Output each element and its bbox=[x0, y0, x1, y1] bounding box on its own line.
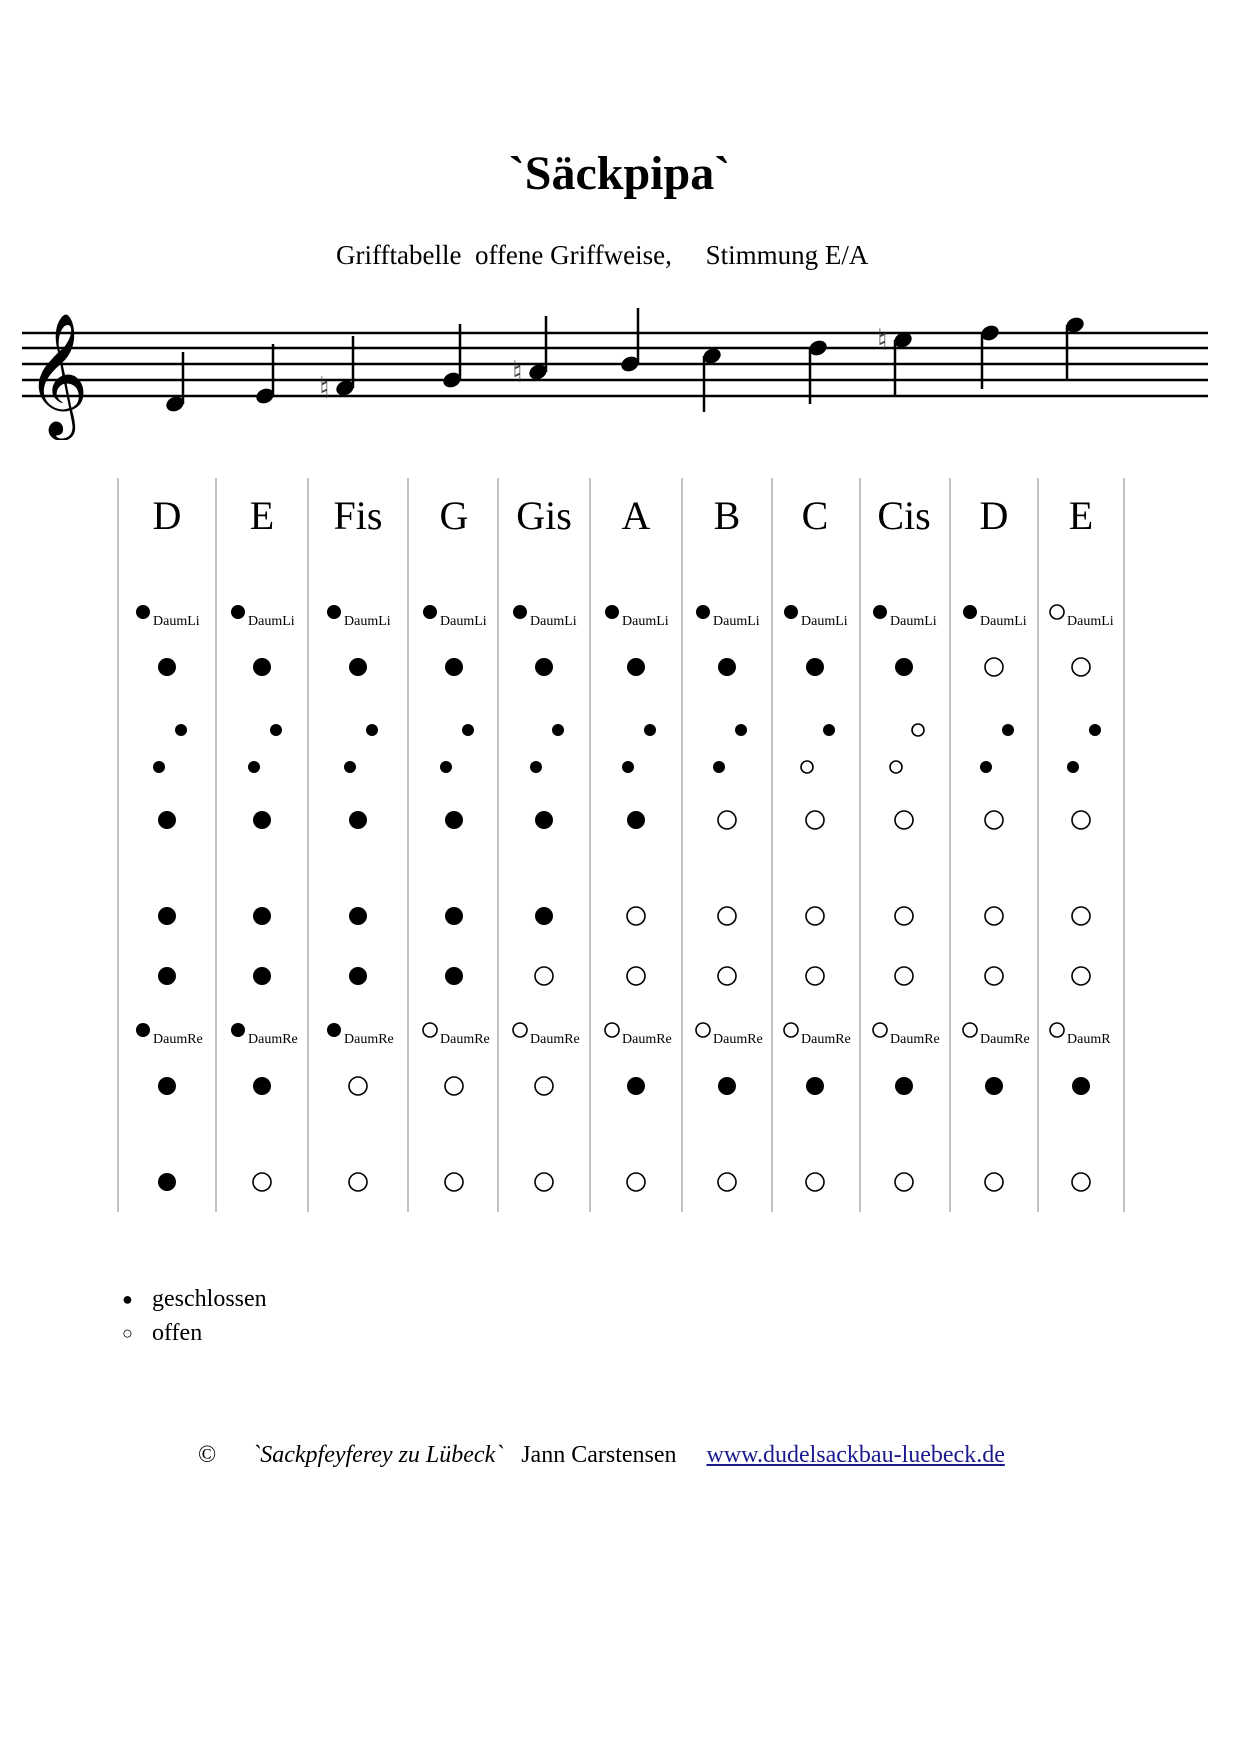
finger-hole bbox=[622, 761, 634, 773]
finger-hole bbox=[1072, 1173, 1090, 1191]
finger-hole bbox=[175, 724, 187, 736]
finger-hole bbox=[445, 907, 463, 925]
finger-hole bbox=[153, 761, 165, 773]
finger-hole bbox=[270, 724, 282, 736]
finger-hole bbox=[530, 761, 542, 773]
thumb-left-hole bbox=[513, 605, 527, 619]
finger-hole bbox=[912, 724, 924, 736]
finger-hole bbox=[627, 1173, 645, 1191]
finger-hole bbox=[823, 724, 835, 736]
treble-clef-icon: 𝄞 bbox=[26, 312, 89, 435]
finger-hole bbox=[890, 761, 902, 773]
sharp-icon: ♮ bbox=[877, 323, 888, 358]
finger-hole bbox=[445, 967, 463, 985]
copyright-icon: © bbox=[198, 1442, 217, 1468]
finger-hole bbox=[1072, 1077, 1090, 1095]
page-title: `Säckpipa` bbox=[508, 147, 731, 200]
thumb-left-label: DaumLi bbox=[980, 614, 1027, 629]
note-header: Gis bbox=[516, 493, 572, 538]
workshop-name: `Sackpfeyferey zu Lübeck` bbox=[252, 1442, 504, 1468]
finger-hole bbox=[735, 724, 747, 736]
author-name: Jann Carstensen bbox=[521, 1442, 677, 1468]
finger-hole bbox=[253, 1077, 271, 1095]
thumb-right-label: DaumRe bbox=[153, 1032, 203, 1047]
page-subtitle: Grifftabelle offene Griffweise, Stimmung E/A bbox=[336, 240, 869, 270]
finger-hole bbox=[718, 967, 736, 985]
finger-hole bbox=[253, 907, 271, 925]
thumb-right-hole bbox=[605, 1023, 619, 1037]
thumb-left-label: DaumLi bbox=[622, 614, 669, 629]
finger-hole bbox=[895, 967, 913, 985]
finger-hole bbox=[445, 811, 463, 829]
finger-hole bbox=[985, 1173, 1003, 1191]
finger-hole bbox=[253, 967, 271, 985]
open-hole-icon: ○ bbox=[122, 1322, 133, 1343]
finger-hole bbox=[895, 658, 913, 676]
thumb-left-hole bbox=[696, 605, 710, 619]
thumb-right-label: DaumRe bbox=[248, 1032, 298, 1047]
thumb-right-hole bbox=[696, 1023, 710, 1037]
website-link[interactable]: www.dudelsackbau-luebeck.de bbox=[706, 1442, 1005, 1468]
finger-hole bbox=[349, 907, 367, 925]
thumb-right-hole bbox=[1050, 1023, 1064, 1037]
thumb-left-hole bbox=[136, 605, 150, 619]
legend-open bbox=[122, 1316, 267, 1350]
note-header: D bbox=[979, 493, 1009, 538]
finger-hole bbox=[627, 1077, 645, 1095]
thumb-right-hole bbox=[327, 1023, 341, 1037]
finger-hole bbox=[806, 658, 824, 676]
thumb-right-label: DaumRe bbox=[344, 1032, 394, 1047]
footer bbox=[198, 1442, 1005, 1469]
finger-hole bbox=[349, 811, 367, 829]
thumb-right-hole bbox=[963, 1023, 977, 1037]
finger-hole bbox=[718, 811, 736, 829]
finger-hole bbox=[344, 761, 356, 773]
finger-hole bbox=[895, 811, 913, 829]
finger-hole bbox=[445, 1173, 463, 1191]
chart-grid-lines bbox=[118, 478, 1124, 1212]
thumb-right-hole bbox=[423, 1023, 437, 1037]
finger-hole bbox=[253, 1173, 271, 1191]
finger-hole bbox=[806, 967, 824, 985]
finger-hole bbox=[895, 1077, 913, 1095]
finger-hole bbox=[1002, 724, 1014, 736]
thumb-right-hole bbox=[784, 1023, 798, 1037]
finger-hole bbox=[980, 761, 992, 773]
thumb-left-hole bbox=[784, 605, 798, 619]
finger-hole bbox=[158, 907, 176, 925]
finger-hole bbox=[366, 724, 378, 736]
closed-hole-icon: ● bbox=[122, 1288, 133, 1309]
thumb-left-label: DaumLi bbox=[890, 614, 937, 629]
finger-hole bbox=[349, 967, 367, 985]
thumb-right-label: DaumRe bbox=[890, 1032, 940, 1047]
finger-hole bbox=[535, 967, 553, 985]
chart-holes bbox=[136, 605, 1101, 1191]
finger-hole bbox=[718, 658, 736, 676]
note-header: Cis bbox=[877, 493, 931, 538]
finger-hole bbox=[349, 1077, 367, 1095]
finger-hole bbox=[462, 724, 474, 736]
thumb-left-label: DaumLi bbox=[713, 614, 760, 629]
finger-hole bbox=[718, 1173, 736, 1191]
thumb-right-label: DaumRe bbox=[713, 1032, 763, 1047]
finger-hole bbox=[806, 1173, 824, 1191]
finger-hole bbox=[349, 1173, 367, 1191]
finger-hole bbox=[806, 1077, 824, 1095]
finger-hole bbox=[895, 907, 913, 925]
finger-hole bbox=[627, 967, 645, 985]
note-header: D bbox=[152, 493, 182, 538]
finger-hole bbox=[158, 1173, 176, 1191]
finger-hole bbox=[535, 811, 553, 829]
finger-hole bbox=[627, 658, 645, 676]
finger-hole bbox=[1067, 761, 1079, 773]
note-header: E bbox=[249, 493, 275, 538]
finger-hole bbox=[806, 907, 824, 925]
thumb-left-label: DaumLi bbox=[248, 614, 295, 629]
thumb-right-hole bbox=[231, 1023, 245, 1037]
thumb-right-label: DaumRe bbox=[980, 1032, 1030, 1047]
finger-hole bbox=[158, 658, 176, 676]
thumb-left-hole bbox=[963, 605, 977, 619]
legend-closed-label: geschlossen bbox=[152, 1285, 267, 1312]
finger-hole bbox=[985, 967, 1003, 985]
sharp-icon: ♮ bbox=[319, 371, 330, 406]
finger-hole bbox=[895, 1173, 913, 1191]
finger-hole bbox=[806, 811, 824, 829]
finger-hole bbox=[1072, 658, 1090, 676]
finger-hole bbox=[248, 761, 260, 773]
finger-hole bbox=[440, 761, 452, 773]
thumb-right-label: DaumRe bbox=[801, 1032, 851, 1047]
note-header: A bbox=[621, 493, 651, 538]
note-header: B bbox=[713, 493, 741, 538]
finger-hole bbox=[985, 811, 1003, 829]
note-header: E bbox=[1068, 493, 1094, 538]
finger-hole bbox=[535, 907, 553, 925]
finger-hole bbox=[713, 761, 725, 773]
sharp-icon: ♮ bbox=[512, 355, 523, 390]
finger-hole bbox=[644, 724, 656, 736]
finger-hole bbox=[253, 811, 271, 829]
finger-hole bbox=[1072, 967, 1090, 985]
finger-hole bbox=[627, 907, 645, 925]
note-header: C bbox=[801, 493, 829, 538]
thumb-left-hole bbox=[605, 605, 619, 619]
thumb-right-hole bbox=[873, 1023, 887, 1037]
finger-hole bbox=[1072, 907, 1090, 925]
finger-hole bbox=[985, 907, 1003, 925]
finger-hole bbox=[627, 811, 645, 829]
thumb-left-label: DaumLi bbox=[530, 614, 577, 629]
thumb-left-label: DaumLi bbox=[1067, 614, 1114, 629]
thumb-left-hole bbox=[231, 605, 245, 619]
finger-hole bbox=[253, 658, 271, 676]
finger-hole bbox=[158, 811, 176, 829]
thumb-left-label: DaumLi bbox=[344, 614, 391, 629]
finger-hole bbox=[535, 658, 553, 676]
finger-hole bbox=[718, 907, 736, 925]
finger-hole bbox=[158, 967, 176, 985]
finger-hole bbox=[445, 658, 463, 676]
finger-hole bbox=[801, 761, 813, 773]
finger-hole bbox=[985, 1077, 1003, 1095]
thumb-left-hole bbox=[873, 605, 887, 619]
thumb-right-label: DaumRe bbox=[530, 1032, 580, 1047]
thumb-left-hole bbox=[1050, 605, 1064, 619]
legend-open-label: offen bbox=[152, 1319, 203, 1346]
finger-hole bbox=[158, 1077, 176, 1095]
thumb-left-hole bbox=[423, 605, 437, 619]
thumb-left-label: DaumLi bbox=[801, 614, 848, 629]
thumb-left-label: DaumLi bbox=[440, 614, 487, 629]
finger-hole bbox=[445, 1077, 463, 1095]
thumb-right-hole bbox=[513, 1023, 527, 1037]
thumb-right-hole bbox=[136, 1023, 150, 1037]
legend bbox=[122, 1282, 267, 1350]
finger-hole bbox=[1072, 811, 1090, 829]
finger-hole bbox=[718, 1077, 736, 1095]
thumb-right-label: DaumR bbox=[1067, 1032, 1111, 1047]
note-header: G bbox=[439, 493, 469, 538]
thumb-left-label: DaumLi bbox=[153, 614, 200, 629]
thumb-left-hole bbox=[327, 605, 341, 619]
finger-hole bbox=[1089, 724, 1101, 736]
thumb-right-label: DaumRe bbox=[622, 1032, 672, 1047]
finger-hole bbox=[349, 658, 367, 676]
thumb-right-label: DaumRe bbox=[440, 1032, 490, 1047]
finger-hole bbox=[985, 658, 1003, 676]
finger-hole bbox=[552, 724, 564, 736]
finger-hole bbox=[535, 1173, 553, 1191]
finger-hole bbox=[535, 1077, 553, 1095]
note-header: Fis bbox=[333, 493, 383, 538]
legend-closed bbox=[122, 1282, 267, 1316]
